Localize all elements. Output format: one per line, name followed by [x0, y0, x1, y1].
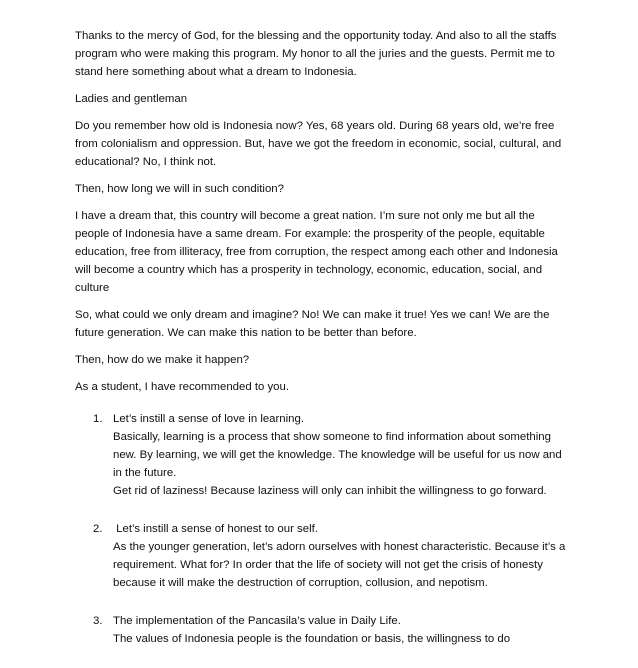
- list-item-number: 3.: [93, 615, 103, 627]
- list-item-heading: Let’s instill a sense of honest to our self.: [113, 523, 318, 535]
- list-item-text: Basically, learning is a process that show someone to find information about something new. By learning, we will get the knowledge. The knowledge will be useful for us now and in the future.: [113, 431, 562, 479]
- recommendation-list: [75, 410, 570, 648]
- paragraph-age-question: Do you remember how old is Indonesia now? Yes, 68 years old. During 68 years old, we’re free from colonialism and oppression. But, have we got the freedom in economic, social, cultural, and educational? No, I think not.: [75, 120, 562, 168]
- list-item-heading: Let’s instill a sense of love in learning.: [113, 413, 305, 425]
- paragraph-how-question: Then, how do we make it happen?: [75, 354, 250, 366]
- list-item: [75, 410, 570, 500]
- list-item: [75, 612, 570, 648]
- list-item-text: The values of Indonesia people is the foundation or basis, the willingness to do: [113, 633, 511, 645]
- paragraph-opening: Thanks to the mercy of God, for the blessing and the opportunity today. And also to all the staffs program who were making this program. My honor to all the juries and the guests. Permit me to stand here something about what a dream to Indonesia.: [75, 30, 557, 78]
- paragraph-dream: I have a dream that, this country will become a great nation. I’m sure not only me but all the people of Indonesia have a same dream. For example: the prosperity of the people, equitable education, free from illiteracy, free from corruption, the respect among each other and Indonesia will become a country which has a prosperity in technology, economic, education, social, and culture: [75, 210, 558, 294]
- list-item-text: Get rid of laziness! Because laziness will only can inhibit the willingness to go forward.: [113, 485, 547, 497]
- list-item: [75, 520, 570, 592]
- list-item-text: As the younger generation, let’s adorn ourselves with honest characteristic. Because it’s a requirement. What for? In order that the life of society will not get the crisis of honesty because it will make the destruction of corruption, collusion, and nepotism.: [113, 541, 566, 589]
- list-item-number: 1.: [93, 413, 103, 425]
- paragraph-make-it-true: So, what could we only dream and imagine? No! We can make it true! Yes we can! We are the future generation. We can make this nation to be better than before.: [75, 309, 550, 339]
- paragraph-condition-question: Then, how long we will in such condition?: [75, 183, 284, 195]
- paragraph-greeting: Ladies and gentleman: [75, 93, 188, 105]
- document-body: [75, 27, 570, 668]
- list-item-number: 2.: [93, 523, 103, 535]
- list-item-heading: The implementation of the Pancasila’s value in Daily Life.: [113, 615, 401, 627]
- paragraph-recommendation-intro: As a student, I have recommended to you.: [75, 381, 290, 393]
